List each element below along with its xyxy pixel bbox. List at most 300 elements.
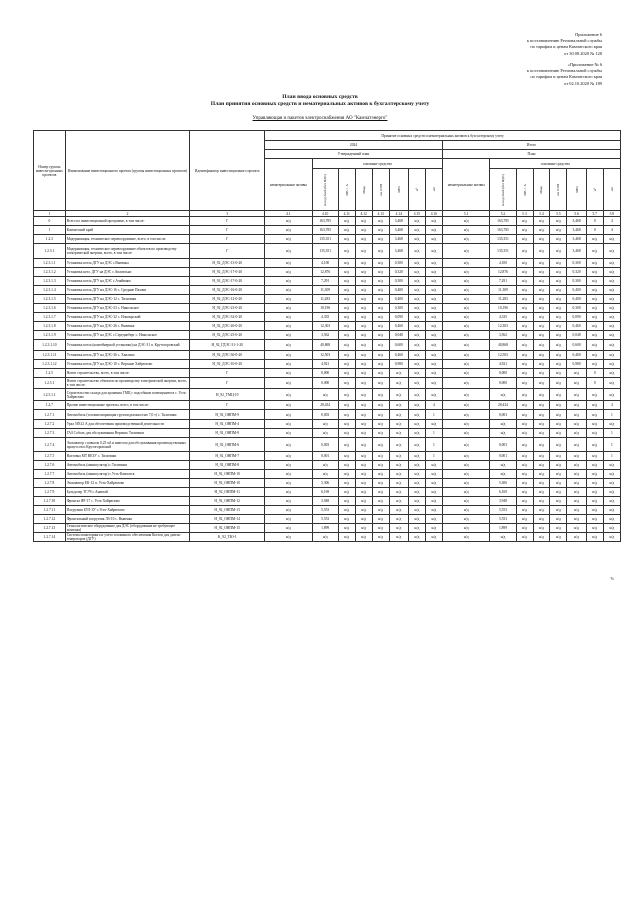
header-line: к постановлению Региональной службы xyxy=(526,68,602,74)
value-cell: н/д xyxy=(586,286,603,295)
value-cell: н/д xyxy=(550,304,567,313)
value-cell: 12,303 xyxy=(312,322,338,331)
header-group-number: Номер группы инвести-ционных проектов xyxy=(34,131,66,211)
row-number: 1.2.7.14 xyxy=(34,533,66,542)
value-cell: н/д xyxy=(425,313,442,322)
value-cell: 0 xyxy=(586,226,603,235)
value-cell: н/д xyxy=(408,235,425,244)
value-cell: н/д xyxy=(516,360,533,369)
header-unit xyxy=(586,169,603,211)
value-cell: н/д xyxy=(265,304,313,313)
value-cell: н/д xyxy=(533,304,550,313)
value-cell: н/д xyxy=(442,389,490,401)
value-cell: н/д xyxy=(265,235,313,244)
value-cell: н/д xyxy=(516,340,533,351)
value-cell: н/д xyxy=(408,488,425,497)
header-unit-label: м² xyxy=(592,187,597,192)
column-number: 2 xyxy=(65,211,190,217)
value-cell: н/д xyxy=(338,235,355,244)
value-cell: н/д xyxy=(372,497,389,506)
value-cell: н/д xyxy=(550,217,567,226)
value-cell: н/д xyxy=(533,322,550,331)
value-cell: н/д xyxy=(550,524,567,533)
column-number: 4.13 xyxy=(372,211,389,217)
value-cell: н/д xyxy=(567,488,586,497)
row-number: 1.2.3.1.2 xyxy=(34,268,66,277)
value-cell: н/д xyxy=(516,506,533,515)
table-row xyxy=(34,313,621,322)
value-cell: 6,169 xyxy=(312,488,338,497)
value-cell: н/д xyxy=(603,235,620,244)
table-row xyxy=(34,420,621,429)
value-cell: н/д xyxy=(442,295,490,304)
value-cell: 0,090 xyxy=(567,313,586,322)
value-cell: 135,351 xyxy=(490,235,516,244)
row-number: 1.2.7.2 xyxy=(34,420,66,429)
value-cell: н/д xyxy=(355,331,372,340)
value-cell: н/д xyxy=(550,313,567,322)
row-number: 1.2.7.10 xyxy=(34,497,66,506)
project-name: Установка котла ДГУ на ДЭС с.Ачайваям xyxy=(65,277,190,286)
value-cell: н/д xyxy=(533,340,550,351)
value-cell: н/д xyxy=(567,429,586,438)
value-cell: н/д xyxy=(516,533,533,542)
table-row xyxy=(34,295,621,304)
value-cell: 0,460 xyxy=(389,351,408,360)
value-cell: н/д xyxy=(567,420,586,429)
value-cell: 1 xyxy=(425,438,442,452)
row-number: 1.2.3.1.7 xyxy=(34,313,66,322)
value-cell: н/д xyxy=(408,429,425,438)
project-id: H_92_ДЭС-36-0-20 xyxy=(190,351,265,360)
value-cell: н/д xyxy=(442,515,490,524)
value-cell: н/д xyxy=(442,488,490,497)
project-name: Установка котла ДГУ на ДЭС-32 с. Ильпырский xyxy=(65,313,190,322)
value-cell: н/д xyxy=(516,313,533,322)
value-cell: н/д xyxy=(550,322,567,331)
value-cell: н/д xyxy=(533,277,550,286)
value-cell: н/д xyxy=(567,497,586,506)
project-id: H_92_ОНПМ-6 xyxy=(190,438,265,452)
value-cell: н/д xyxy=(355,461,372,470)
project-id: H_92_ОНПМ-4 xyxy=(190,420,265,429)
table-row xyxy=(34,461,621,470)
project-name: Модернизация, техническое перевооружение, всего, в том числе: xyxy=(65,235,190,244)
column-number: 1 xyxy=(34,211,66,217)
header-unit-label: млн рублей (без НДС) xyxy=(323,173,328,206)
value-cell: н/д xyxy=(372,340,389,351)
value-cell: н/д xyxy=(389,524,408,533)
project-name: Фронтальный погрузчик ЛЗ-10 с. Вывенка xyxy=(65,515,190,524)
value-cell: н/д xyxy=(372,506,389,515)
header-line: «Приложение № 6 xyxy=(567,62,602,67)
value-cell: н/д xyxy=(425,470,442,479)
value-cell: 0,300 xyxy=(567,277,586,286)
value-cell: н/д xyxy=(586,515,603,524)
value-cell: н/д xyxy=(586,322,603,331)
value-cell: н/д xyxy=(312,470,338,479)
value-cell: н/д xyxy=(550,497,567,506)
header-unit-label: МВ×А xyxy=(344,183,349,196)
value-cell: н/д xyxy=(603,389,620,401)
value-cell: н/д xyxy=(603,244,620,259)
value-cell: н/д xyxy=(408,304,425,313)
value-cell: 12,876 xyxy=(490,268,516,277)
value-cell: н/д xyxy=(372,226,389,235)
row-number: 1.2.3.1.9 xyxy=(34,331,66,340)
value-cell: н/д xyxy=(586,479,603,488)
value-cell: н/д xyxy=(338,244,355,259)
table-row xyxy=(34,452,621,461)
value-cell: н/д xyxy=(533,429,550,438)
value-cell: н/д xyxy=(408,461,425,470)
value-cell: н/д xyxy=(312,420,338,429)
project-name: Бульдозер ТС?Ч с.Анавгай xyxy=(65,488,190,497)
value-cell: н/д xyxy=(533,497,550,506)
value-cell: 4,921 xyxy=(312,360,338,369)
value-cell: н/д xyxy=(425,420,442,429)
project-id: H_92_ДЭС-16-0-20 xyxy=(190,286,265,295)
value-cell: н/д xyxy=(425,295,442,304)
value-cell: н/д xyxy=(550,235,567,244)
project-name: Всего по инвестиционной программе, в том числе: xyxy=(65,217,190,226)
value-cell: н/д xyxy=(265,410,313,420)
value-cell: н/д xyxy=(533,217,550,226)
value-cell: н/д xyxy=(550,360,567,369)
value-cell: 0,003 xyxy=(312,438,338,452)
value-cell: 0,000 xyxy=(312,378,338,389)
value-cell: 4 xyxy=(603,401,620,410)
project-name: Установка котла ДГУ на ДЭС с.Вывенка xyxy=(65,259,190,268)
column-number: 4.11 xyxy=(338,211,355,217)
value-cell: н/д xyxy=(389,470,408,479)
value-cell: 1 xyxy=(603,452,620,461)
value-cell: н/д xyxy=(516,524,533,533)
value-cell: 3,468 xyxy=(389,217,408,226)
value-cell: н/д xyxy=(425,226,442,235)
value-cell: н/д xyxy=(338,524,355,533)
value-cell: н/д xyxy=(408,479,425,488)
value-cell: 3,468 xyxy=(389,244,408,259)
value-cell: 0,400 xyxy=(389,286,408,295)
value-cell: 4,921 xyxy=(490,360,516,369)
project-name: Погрузчик БУЛ-ЗУ с.Усть-Хайрюзово xyxy=(65,506,190,515)
value-cell: н/д xyxy=(567,378,586,389)
value-cell: 163,785 xyxy=(312,217,338,226)
value-cell: 10,196 xyxy=(490,304,516,313)
value-cell: н/д xyxy=(550,244,567,259)
value-cell: 0,320 xyxy=(567,268,586,277)
value-cell: н/д xyxy=(338,429,355,438)
value-cell: н/д xyxy=(408,351,425,360)
value-cell: н/д xyxy=(372,378,389,389)
row-number: 1.2.5 xyxy=(34,369,66,378)
value-cell: н/д xyxy=(550,277,567,286)
project-id: H_92_ДЭС-17-0-20 xyxy=(190,277,265,286)
table-row xyxy=(34,479,621,488)
row-number: 1.2.3.1 xyxy=(34,244,66,259)
value-cell: н/д xyxy=(550,331,567,340)
value-cell: н/д xyxy=(533,524,550,533)
value-cell: н/д xyxy=(442,470,490,479)
value-cell: н/д xyxy=(550,488,567,497)
table-row xyxy=(34,470,621,479)
project-name: Автомобиль (манипулятор) с.Тиличики xyxy=(65,461,190,470)
value-cell: н/д xyxy=(586,295,603,304)
value-cell: 0,003 xyxy=(490,438,516,452)
project-name: ГАЗ Соболь для обслуживания Верхних Тиличики xyxy=(65,429,190,438)
table-row xyxy=(34,497,621,506)
value-cell: н/д xyxy=(338,401,355,410)
value-cell: н/д xyxy=(603,470,620,479)
value-cell: н/д xyxy=(338,304,355,313)
value-cell: н/д xyxy=(372,295,389,304)
project-name: Модернизация, техническое перевооружение объектов по производству электрической энергии, всего, в том числе: xyxy=(65,244,190,259)
value-cell: н/д xyxy=(355,369,372,378)
column-number: 4.10 xyxy=(312,211,338,217)
value-cell: н/д xyxy=(338,360,355,369)
value-cell: н/д xyxy=(355,401,372,410)
value-cell: н/д xyxy=(516,244,533,259)
value-cell: н/д xyxy=(603,506,620,515)
table-header xyxy=(34,131,621,217)
value-cell: н/д xyxy=(550,268,567,277)
header-unit xyxy=(516,169,533,211)
value-cell: н/д xyxy=(372,304,389,313)
value-cell: 40,868 xyxy=(490,340,516,351)
value-cell: н/д xyxy=(516,286,533,295)
value-cell: 12,876 xyxy=(312,268,338,277)
value-cell: н/д xyxy=(567,461,586,470)
value-cell: 135,351 xyxy=(490,244,516,259)
project-id: Г xyxy=(190,378,265,389)
value-cell: н/д xyxy=(442,277,490,286)
value-cell: н/д xyxy=(550,378,567,389)
value-cell: н/д xyxy=(603,360,620,369)
value-cell: н/д xyxy=(533,235,550,244)
project-name: Технологическое оборудование для ДЭС (оборудование не требующее монтажа) xyxy=(65,524,190,533)
value-cell: н/д xyxy=(586,470,603,479)
value-cell: н/д xyxy=(550,452,567,461)
value-cell: н/д xyxy=(550,401,567,410)
value-cell: н/д xyxy=(425,217,442,226)
value-cell: н/д xyxy=(372,331,389,340)
header-unit xyxy=(408,169,425,211)
value-cell: н/д xyxy=(372,235,389,244)
value-cell: н/д xyxy=(516,331,533,340)
value-cell: н/д xyxy=(265,378,313,389)
project-name: Новое строительство, всего, в том числе: xyxy=(65,369,190,378)
value-cell: н/д xyxy=(408,331,425,340)
value-cell: н/д xyxy=(533,378,550,389)
value-cell: н/д xyxy=(603,268,620,277)
value-cell: 3,468 xyxy=(389,235,408,244)
value-cell: н/д xyxy=(408,438,425,452)
column-number: 5.4 xyxy=(533,211,550,217)
value-cell: 0,003 xyxy=(312,410,338,420)
value-cell: н/д xyxy=(442,286,490,295)
value-cell: н/д xyxy=(603,479,620,488)
header-line: по тарифам и ценам Камчатского края xyxy=(530,44,602,50)
value-cell: 0,400 xyxy=(389,295,408,304)
table-row xyxy=(34,369,621,378)
value-cell: н/д xyxy=(265,360,313,369)
value-cell: н/д xyxy=(338,515,355,524)
value-cell: н/д xyxy=(516,497,533,506)
value-cell: н/д xyxy=(550,420,567,429)
value-cell: н/д xyxy=(312,461,338,470)
value-cell: н/д xyxy=(372,217,389,226)
project-id: H_92_ТМЦ-19 xyxy=(190,389,265,401)
value-cell: н/д xyxy=(603,277,620,286)
value-cell: н/д xyxy=(408,340,425,351)
value-cell: н/д xyxy=(389,410,408,420)
investment-table xyxy=(33,130,621,542)
value-cell: н/д xyxy=(408,277,425,286)
value-cell: н/д xyxy=(442,304,490,313)
header-approval-block-1 xyxy=(527,32,602,57)
project-id: H_92_ДЭС-13-0-20 xyxy=(190,259,265,268)
value-cell: н/д xyxy=(265,515,313,524)
value-cell: н/д xyxy=(372,389,389,401)
value-cell: н/д xyxy=(603,524,620,533)
header-unit xyxy=(550,169,567,211)
value-cell: н/д xyxy=(265,479,313,488)
value-cell: н/д xyxy=(567,515,586,524)
column-number: 4.14 xyxy=(389,211,408,217)
value-cell: н/д xyxy=(516,378,533,389)
value-cell: 163,785 xyxy=(312,226,338,235)
project-id: Г xyxy=(190,217,265,226)
value-cell: н/д xyxy=(567,524,586,533)
value-cell: н/д xyxy=(586,331,603,340)
value-cell: н/д xyxy=(442,420,490,429)
column-number: 5.8 xyxy=(603,211,620,217)
value-cell: н/д xyxy=(425,369,442,378)
project-name: Система мониторинга и учета топливного обеспечения Котлов для дизель-генераторов (ДГУ) xyxy=(65,533,190,542)
value-cell: н/д xyxy=(265,244,313,259)
value-cell: н/д xyxy=(586,313,603,322)
row-number: 1.2.7.4 xyxy=(34,438,66,452)
value-cell: н/д xyxy=(516,277,533,286)
value-cell: н/д xyxy=(372,470,389,479)
value-cell: н/д xyxy=(265,331,313,340)
value-cell: н/д xyxy=(265,268,313,277)
value-cell: н/д xyxy=(389,506,408,515)
value-cell: н/д xyxy=(533,533,550,542)
value-cell: н/д xyxy=(533,389,550,401)
project-name: Камчатский край xyxy=(65,226,190,235)
value-cell: н/д xyxy=(550,295,567,304)
value-cell: н/д xyxy=(338,369,355,378)
value-cell: 4 xyxy=(425,401,442,410)
project-id: Г xyxy=(190,401,265,410)
value-cell: н/д xyxy=(586,277,603,286)
value-cell: н/д xyxy=(550,461,567,470)
value-cell: н/д xyxy=(265,313,313,322)
value-cell: 0,000 xyxy=(490,378,516,389)
value-cell: н/д xyxy=(586,506,603,515)
value-cell: н/д xyxy=(372,259,389,268)
value-cell: н/д xyxy=(355,360,372,369)
value-cell: 0,090 xyxy=(389,313,408,322)
value-cell: н/д xyxy=(389,488,408,497)
table-row xyxy=(34,217,621,226)
row-number: 1.2.7 xyxy=(34,401,66,410)
value-cell: н/д xyxy=(408,515,425,524)
value-cell: н/д xyxy=(603,515,620,524)
value-cell: н/д xyxy=(389,461,408,470)
value-cell: н/д xyxy=(355,479,372,488)
column-number: 4.1 xyxy=(265,211,313,217)
value-cell: н/д xyxy=(533,438,550,452)
value-cell: н/д xyxy=(550,533,567,542)
document-title: План ввода основных средств xyxy=(282,94,358,100)
value-cell: н/д xyxy=(442,244,490,259)
page-number: % xyxy=(610,576,614,581)
value-cell: н/д xyxy=(265,226,313,235)
project-id: H_92_ДЭС-26-0-20 xyxy=(190,322,265,331)
value-cell: 4 xyxy=(603,217,620,226)
value-cell: н/д xyxy=(603,533,620,542)
value-cell: 3,562 xyxy=(312,331,338,340)
value-cell: н/д xyxy=(265,438,313,452)
header-line: по тарифам и ценам Камчатского края xyxy=(530,74,602,80)
project-name: Установка котла ДГУ на ДЭС-16 с. Средние Пахачи xyxy=(65,286,190,295)
row-number: 1.2.5.1.1 xyxy=(34,389,66,401)
project-id: H_92_ОНПМ-9 xyxy=(190,410,265,420)
header-unit xyxy=(490,169,516,211)
value-cell: н/д xyxy=(338,322,355,331)
value-cell: н/д xyxy=(586,497,603,506)
project-name: Вахтовка МТ ВЕЗУ с. Тиличики xyxy=(65,452,190,461)
header-unit-label: МВт xyxy=(396,186,401,193)
project-id: H_92_ОНПМ-14 xyxy=(190,515,265,524)
header-unit xyxy=(338,169,355,211)
value-cell: н/д xyxy=(338,470,355,479)
value-cell: н/д xyxy=(442,506,490,515)
value-cell: н/д xyxy=(355,244,372,259)
value-cell: 12,503 xyxy=(312,351,338,360)
value-cell: н/д xyxy=(550,259,567,268)
project-id: Г xyxy=(190,369,265,378)
project-name: Установка котла ДГУ на ДЭС-10 с. Верхние Хайрюзово xyxy=(65,360,190,369)
value-cell: н/д xyxy=(372,479,389,488)
value-cell: н/д xyxy=(442,268,490,277)
value-cell: 3,468 xyxy=(389,226,408,235)
value-cell: н/д xyxy=(425,360,442,369)
value-cell: н/д xyxy=(550,438,567,452)
value-cell: н/д xyxy=(265,452,313,461)
project-id: H_92_ОНПМ-10 xyxy=(190,479,265,488)
value-cell: н/д xyxy=(372,277,389,286)
value-cell: н/д xyxy=(567,479,586,488)
value-cell: н/д xyxy=(372,268,389,277)
value-cell: н/д xyxy=(516,479,533,488)
value-cell: н/д xyxy=(516,488,533,497)
value-cell: н/д xyxy=(355,217,372,226)
value-cell: н/д xyxy=(533,226,550,235)
value-cell: н/д xyxy=(355,470,372,479)
header-approval-block-2 xyxy=(527,62,602,87)
header-unit-label: млн рублей (без НДС) xyxy=(500,173,505,206)
value-cell: н/д xyxy=(533,313,550,322)
value-cell: н/д xyxy=(550,351,567,360)
value-cell: н/д xyxy=(408,452,425,461)
value-cell: н/д xyxy=(550,226,567,235)
value-cell: н/д xyxy=(408,506,425,515)
value-cell: н/д xyxy=(265,322,313,331)
